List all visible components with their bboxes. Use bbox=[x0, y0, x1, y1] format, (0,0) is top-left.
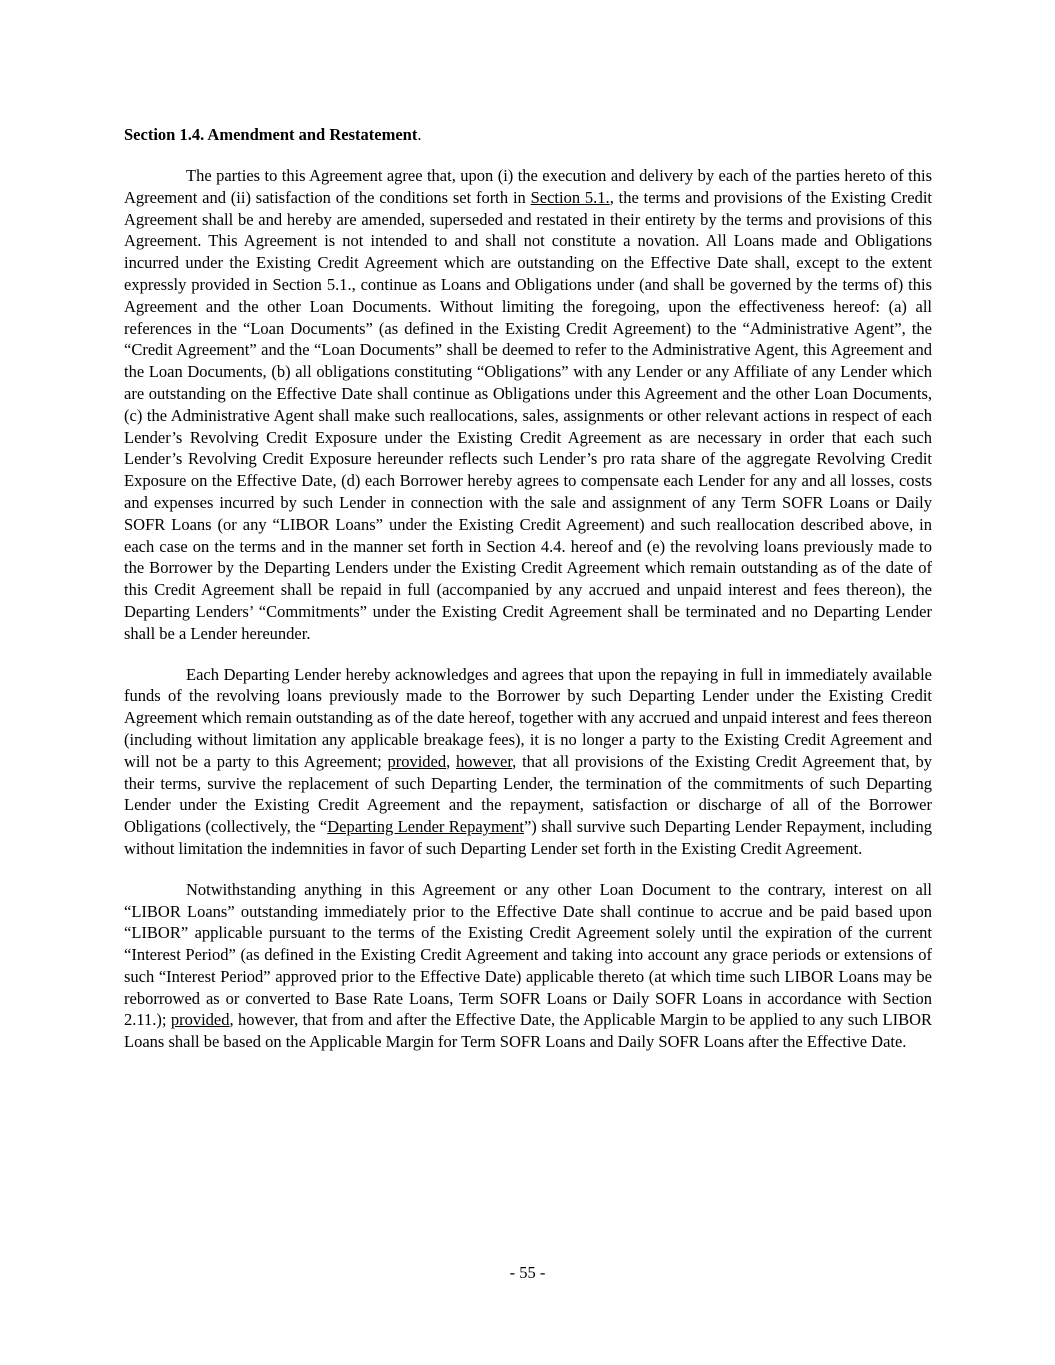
paragraph-departing-lender bbox=[124, 664, 932, 860]
paragraph-text: , the terms and provisions of the Existing Credit Agreement shall be and hereby are amended, superseded and restated in their entirety by the terms and provisions of this Agreement. This Agreement is not intended to and shall not constitute a novation. All Loans made and Obligations incurred under the Existing Credit Agreement which are outstanding on the Effective Date shall, except to the extent expressly provided in Section 5.1., continue as Loans and Obligations under (and shall be governed by the terms of) this Agreement and the other Loan Documents. Without limiting the foregoing, upon the effectiveness hereof: (a) all references in the “Loan Documents” (as defined in the Existing Credit Agreement) to the “Administrative Agent”, the “Credit Agreement” and the “Loan Documents” shall be deemed to refer to the Administrative Agent, this Agreement and the Loan Documents, (b) all obligations constituting “Obligations” with any Lender or any Affiliate of any Lender which are outstanding on the Effective Date shall continue as Obligations under this Agreement and the other Loan Documents, (c) the Administrative Agent shall make such reallocations, sales, assignments or other relevant actions in respect of each Lender’s Revolving Credit Exposure under the Existing Credit Agreement as are necessary in order that each such Lender’s Revolving Credit Exposure hereunder reflects such Lender’s pro rata share of the aggregate Revolving Credit Exposure on the Effective Date, (d) each Borrower hereby agrees to compensate each Lender for any and all losses, costs and expenses incurred by such Lender in connection with the sale and assignment of any Term SOFR Loans or Daily SOFR Loans (or any “LIBOR Loans” under the Existing Credit Agreement) and such reallocation described above, in each case on the terms and in the manner set forth in Section 4.4. hereof and (e) the revolving loans previously made to the Borrower by the Departing Lenders under the Existing Credit Agreement which remain outstanding as of the date of this Credit Agreement shall be repaid in full (accompanied by any accrued and unpaid interest and fees thereon), the Departing Lenders’ “Commitments” under the Existing Credit Agreement shall be terminated and no Departing Lender shall be a Lender hereunder. bbox=[124, 187, 932, 643]
paragraph-text: , bbox=[446, 751, 457, 771]
underlined-term: provided bbox=[170, 1010, 230, 1030]
paragraph-text: ”) shall survive such Departing Lender Repayment, including without limitation the indemnities in favor of such Departing Lender set forth in the Existing Credit Agreement. bbox=[124, 817, 932, 858]
section-heading-text: Section 1.4. Amendment and Restatement bbox=[124, 125, 418, 144]
section-heading bbox=[124, 124, 932, 146]
paragraph-libor-loans bbox=[124, 879, 932, 1053]
paragraph-text: The parties to this Agreement agree that, upon (i) the execution and delivery by each of the parties hereto of this Agreement and (ii) satisfaction of the conditions set forth in bbox=[124, 166, 932, 207]
paragraph-text: , that all provisions of the Existing Credit Agreement that, by their terms, survive the replacement of such Departing Lender, the termination of the commitments of such Departing Lender under the Existing Credit Agreement and the repayment, satisfaction or discharge of all of the Borrower Obligations (collectively, the “ bbox=[124, 751, 932, 837]
defined-term: Departing Lender Repayment bbox=[327, 817, 524, 837]
paragraph-amendment bbox=[124, 165, 932, 645]
underlined-term: provided bbox=[387, 751, 447, 771]
underlined-term: however bbox=[456, 751, 513, 771]
section-reference-link: Section 5.1. bbox=[530, 187, 610, 207]
page-number: - 55 - bbox=[509, 1263, 546, 1282]
document-page bbox=[124, 124, 932, 1072]
paragraph-text: Notwithstanding anything in this Agreement or any other Loan Document to the contrary, interest on all “LIBOR Loans” outstanding immediately prior to the Effective Date shall continue to accrue and be paid based upon “LIBOR” applicable pursuant to the terms of the Existing Credit Agreement solely until the expiration of the current “Interest Period” (as defined in the Existing Credit Agreement and taking into account any grace periods or extensions of such “Interest Period” approved prior to the Effective Date) applicable thereto (at which time such LIBOR Loans may be reborrowed as or converted to Base Rate Loans, Term SOFR Loans or Daily SOFR Loans in accordance with Section 2.11.); bbox=[124, 879, 932, 1030]
paragraph-text: , however, that from and after the Effective Date, the Applicable Margin to be applied to any such LIBOR Loans shall be based on the Applicable Margin for Term SOFR Loans and Daily SOFR Loans after the Effective Date. bbox=[124, 1010, 932, 1052]
section-heading-period: . bbox=[417, 125, 422, 144]
paragraph-text: Each Departing Lender hereby acknowledges and agrees that upon the repaying in full in immediately available funds of the revolving loans previously made to the Borrower by such Departing Lender under the Existing Credit Agreement which remain outstanding as of the date hereof, together with any accrued and unpaid interest and fees thereon (including without limitation any applicable breakage fees), it is no longer a party to the Existing Credit Agreement and will not be a party to this Agreement; bbox=[124, 664, 932, 771]
